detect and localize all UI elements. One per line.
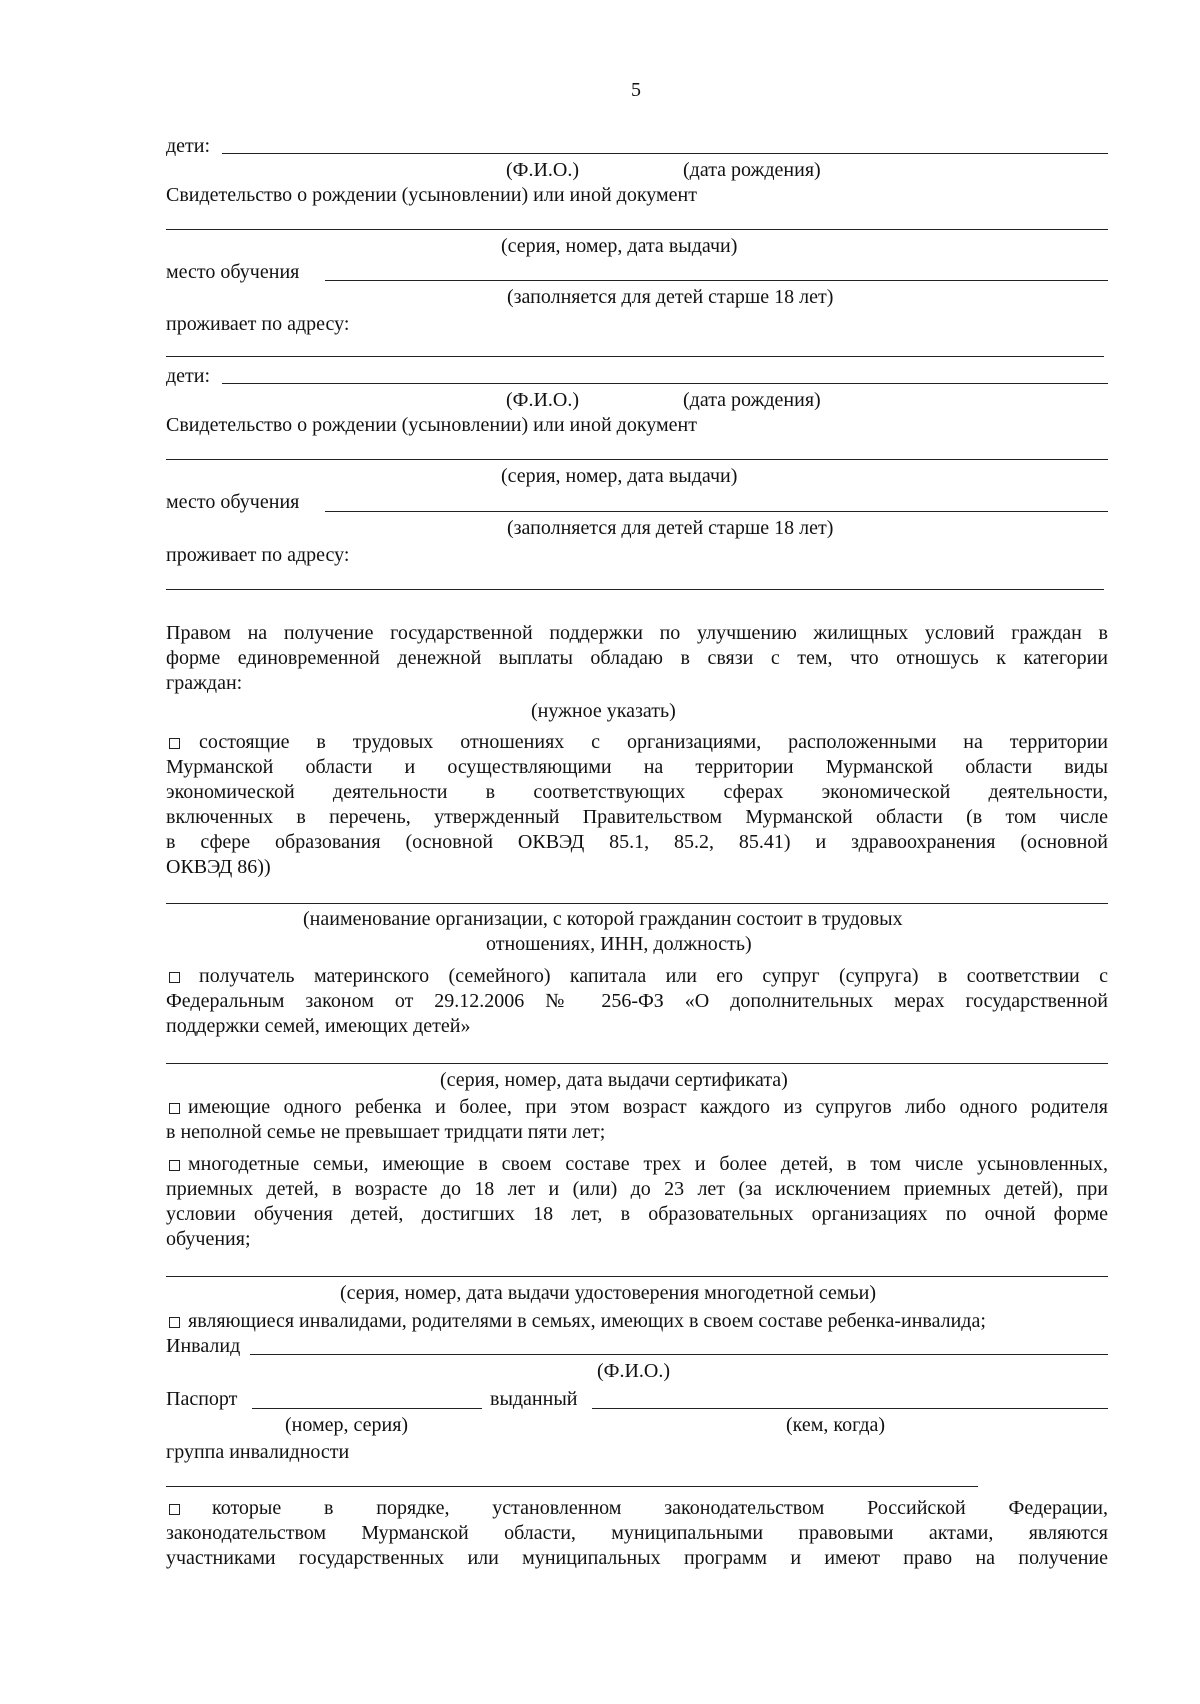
certificate-number-field[interactable]: [166, 1063, 1108, 1064]
large-family-line: условии обучения детей, достигших 18 лет, в образовательных организациях по очной форме: [166, 1203, 1108, 1225]
address-field[interactable]: [166, 589, 1104, 590]
issued-by-field[interactable]: [592, 1408, 1108, 1409]
maternity-capital-line: получатель материнского (семейного) капитала или его супруг (супруга) в соответствии с: [199, 965, 1108, 987]
choose-note: (нужное указать): [531, 700, 676, 722]
intro-line: форме единовременной денежной выплаты обладаю в связи с тем, что отношусь к категории: [166, 647, 1108, 669]
address-label: проживает по адресу:: [166, 544, 350, 566]
passport-label: Паспорт: [166, 1388, 238, 1410]
program-participants-checkbox[interactable]: [169, 1504, 180, 1515]
intro-line: Правом на получение государственной поддержки по улучшению жилищных условий граждан в: [166, 622, 1108, 644]
certificate-field[interactable]: [166, 459, 1108, 460]
page-number: 5: [631, 79, 641, 101]
children-label: дети:: [166, 365, 211, 387]
study-place-field[interactable]: [325, 280, 1108, 281]
disabled-checkbox[interactable]: [169, 1317, 180, 1328]
children-name-field[interactable]: [222, 383, 1108, 384]
study-place-label: место обучения: [166, 261, 300, 283]
issued-label: выданный: [490, 1388, 578, 1410]
invalid-label: Инвалид: [166, 1335, 241, 1357]
employment-line: включенных в перечень, утвержденный Правительством Мурманской области (в том числе: [166, 806, 1108, 828]
young-family-line: имеющие одного ребенка и более, при этом возраст каждого из супругов либо одного родителя: [188, 1096, 1108, 1118]
invalid-fio-caption: (Ф.И.О.): [597, 1360, 671, 1382]
study-place-caption: (заполняется для детей старше 18 лет): [507, 286, 834, 308]
invalid-name-field[interactable]: [250, 1354, 1108, 1355]
birth-date-caption: (дата рождения): [683, 159, 821, 181]
fio-caption: (Ф.И.О.): [506, 389, 580, 411]
large-family-line: обучения;: [166, 1228, 251, 1250]
certificate-caption: (серия, номер, дата выдачи): [501, 465, 738, 487]
program-participants-line: участниками государственных или муниципальных программ и имеют право на получение: [166, 1547, 1108, 1569]
employment-line: ОКВЭД 86)): [166, 856, 271, 878]
large-family-line: приемных детей, в возрасте до 18 лет и (или) до 23 лет (за исключением приемных детей), при: [166, 1178, 1108, 1200]
large-family-id-caption: (серия, номер, дата выдачи удостоверения многодетной семьи): [340, 1282, 876, 1304]
large-family-line: многодетные семьи, имеющие в своем составе трех и более детей, в том числе усыновленных,: [188, 1153, 1108, 1175]
certificate-label: Свидетельство о рождении (усыновлении) или иной документ: [166, 414, 697, 436]
program-participants-line: законодательством Мурманской области, муниципальными правовыми актами, являются: [166, 1522, 1108, 1544]
disabled-line: являющиеся инвалидами, родителями в семьях, имеющих в своем составе ребенка-инвалида;: [188, 1310, 986, 1332]
organization-caption: (наименование организации, с которой гражданин состоит в трудовых: [303, 908, 903, 930]
employment-line: Мурманской области и осуществляющими на территории Мурманской области виды: [166, 756, 1108, 778]
large-family-id-field[interactable]: [166, 1276, 1108, 1277]
study-place-label: место обучения: [166, 491, 300, 513]
birth-date-caption: (дата рождения): [683, 389, 821, 411]
certificate-number-caption: (серия, номер, дата выдачи сертификата): [440, 1069, 788, 1091]
employment-line: экономической деятельности в соответствующих сферах экономической деятельности,: [166, 781, 1108, 803]
employment-line: состоящие в трудовых отношениях с организациями, расположенными на территории: [199, 731, 1108, 753]
disability-group-label: группа инвалидности: [166, 1441, 350, 1463]
young-family-line: в неполной семье не превышает тридцати пяти лет;: [166, 1121, 606, 1143]
study-place-caption: (заполняется для детей старше 18 лет): [507, 517, 834, 539]
fio-caption: (Ф.И.О.): [506, 159, 580, 181]
maternity-capital-checkbox[interactable]: [169, 972, 180, 983]
study-place-field[interactable]: [325, 511, 1108, 512]
address-label: проживает по адресу:: [166, 313, 350, 335]
passport-number-field[interactable]: [252, 1408, 482, 1409]
issued-by-caption: (кем, когда): [786, 1414, 886, 1436]
disability-group-field[interactable]: [166, 1486, 978, 1487]
passport-number-caption: (номер, серия): [285, 1414, 409, 1436]
children-name-field[interactable]: [222, 153, 1108, 154]
certificate-caption: (серия, номер, дата выдачи): [501, 235, 738, 257]
intro-line: граждан:: [166, 672, 243, 694]
large-family-checkbox[interactable]: [169, 1160, 180, 1171]
organization-caption: отношениях, ИНН, должность): [486, 933, 752, 955]
certificate-label: Свидетельство о рождении (усыновлении) или иной документ: [166, 184, 697, 206]
maternity-capital-line: поддержки семей, имеющих детей»: [166, 1015, 471, 1037]
program-participants-line: которые в порядке, установленном законодательством Российской Федерации,: [212, 1497, 1108, 1519]
organization-field[interactable]: [166, 903, 1108, 904]
employment-line: в сфере образования (основной ОКВЭД 85.1, 85.2, 85.41) и здравоохранения (основной: [166, 831, 1108, 853]
employment-checkbox[interactable]: [169, 738, 180, 749]
young-family-checkbox[interactable]: [169, 1103, 180, 1114]
maternity-capital-line: Федеральным законом от 29.12.2006 № 256-ФЗ «О дополнительных мерах государственной: [166, 990, 1108, 1012]
certificate-field[interactable]: [166, 229, 1108, 230]
address-field[interactable]: [166, 356, 1104, 357]
children-label: дети:: [166, 135, 211, 157]
